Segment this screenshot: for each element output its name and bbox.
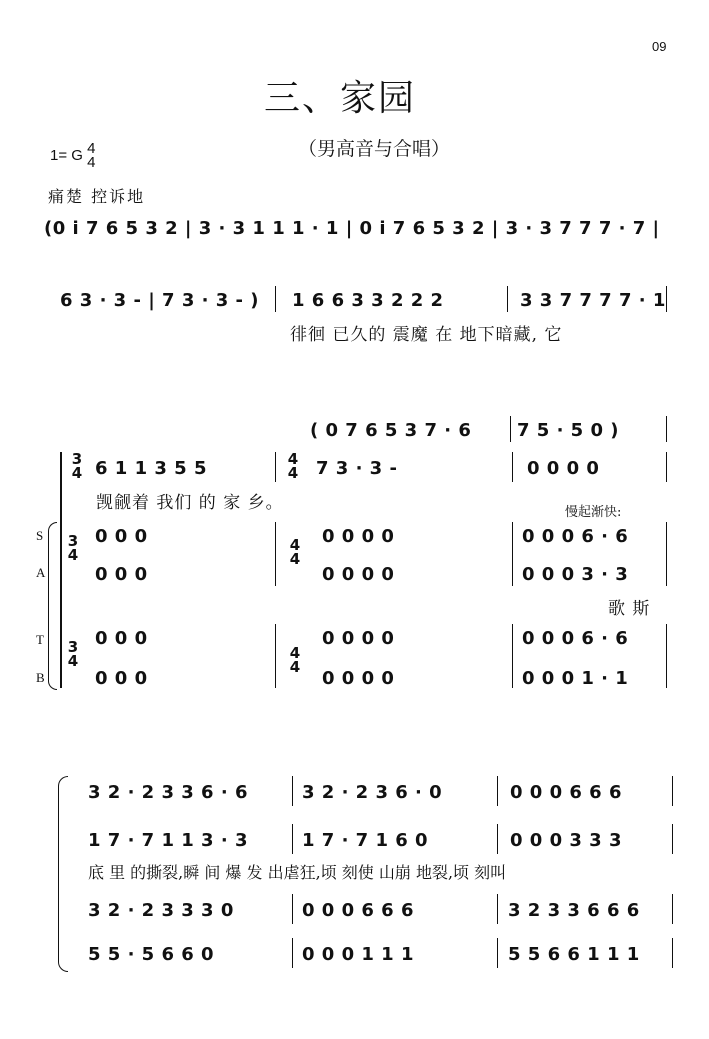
key-signature	[50, 142, 95, 170]
instrument-intro-b: 7 5 · 5 0 )	[517, 420, 619, 441]
time-signature-top: 4	[87, 140, 96, 157]
tenor-choir-m1: 0 0 0	[95, 628, 148, 649]
barline	[497, 938, 498, 968]
soprano-m3: 0 0 0 6 · 6	[522, 526, 629, 547]
time-signature-4-4: 4 4	[287, 450, 299, 482]
s4-bass-m2: 0 0 0 1 1 1	[302, 944, 414, 965]
melody-row-2b: 1 6 6 3 3 2 2 2	[292, 290, 444, 311]
barline	[292, 824, 293, 854]
barline	[666, 452, 667, 482]
s4-tenor-m1: 3 2 · 2 3 3 3 0	[88, 900, 234, 921]
part-label-bass: B	[36, 670, 45, 685]
melody-row-2c: 3 3 7 7 7 7 · 1	[520, 290, 666, 311]
time-signature-bottom: 4	[87, 154, 96, 171]
alto-m1: 0 0 0	[95, 564, 148, 585]
intro-row-2a: 6 3 · 3 - | 7 3 · 3 - )	[60, 290, 259, 311]
time-signature-3-4: 3 4	[67, 638, 79, 670]
s4-tenor-m2: 0 0 0 6 6 6	[302, 900, 414, 921]
barline	[512, 452, 513, 482]
barline	[275, 522, 276, 586]
barline	[666, 522, 667, 586]
barline	[497, 824, 498, 854]
barline	[497, 894, 498, 924]
barline	[292, 938, 293, 968]
tenor-choir-m3: 0 0 0 6 · 6	[522, 628, 629, 649]
tempo-change-mark: 慢起渐快:	[565, 505, 622, 520]
part-label-soprano: S	[36, 528, 44, 543]
page-title: 三、家园	[264, 78, 417, 119]
barline	[275, 624, 276, 688]
alto-lyrics: 歌 斯	[608, 599, 651, 619]
s4-alto-m1: 1 7 · 7 1 1 3 · 3	[88, 830, 248, 851]
part-label-tenor: T	[36, 632, 44, 647]
intro-row-1: (0 i 7 6 5 3 2 | 3 · 3 1 1 1 · 1 | 0 i 7 6 5 3 2 | 3 · 3 7 7 7 · 7 |	[44, 218, 660, 239]
barline	[666, 624, 667, 688]
barline	[510, 416, 511, 442]
s4-soprano-m3: 0 0 0 6 6 6	[510, 782, 622, 803]
barline	[275, 286, 276, 312]
choir-brace	[48, 522, 57, 690]
barline	[512, 624, 513, 688]
bass-m3: 0 0 0 1 · 1	[522, 668, 629, 689]
lyrics-row-2: 徘徊 已久的 震魔 在 地下暗藏, 它	[290, 325, 563, 345]
barline	[666, 286, 667, 312]
system4-brace	[58, 776, 68, 972]
time-signature-4-4: 4 4	[289, 644, 301, 676]
barline	[672, 776, 673, 806]
barline	[512, 522, 513, 586]
bass-m1: 0 0 0	[95, 668, 148, 689]
s4-alto-m2: 1 7 · 7 1 6 0	[302, 830, 429, 851]
key-label: 1= G	[50, 146, 83, 164]
s4-soprano-m2: 3 2 · 2 3 6 · 0	[302, 782, 443, 803]
s4-alto-m3: 0 0 0 3 3 3	[510, 830, 622, 851]
barline	[672, 824, 673, 854]
barline	[292, 894, 293, 924]
time-signature-3-4: 3 4	[67, 532, 79, 564]
system-bracket	[60, 452, 62, 688]
s4-bass-m1: 5 5 · 5 6 6 0	[88, 944, 215, 965]
time-signature	[87, 142, 95, 170]
barline	[666, 416, 667, 442]
page-number: 09	[652, 39, 667, 54]
tempo-marking: 痛楚 控诉地	[48, 187, 146, 206]
tenor-choir-m2: 0 0 0 0	[322, 628, 395, 649]
s4-bass-m3: 5 5 6 6 1 1 1	[508, 944, 640, 965]
time-signature-4-4: 4 4	[289, 536, 301, 568]
instrument-intro-a: ( 0 7 6 5 3 7 · 6	[310, 420, 472, 441]
barline	[507, 286, 508, 312]
soprano-m2: 0 0 0 0	[322, 526, 395, 547]
barline	[672, 894, 673, 924]
part-label-alto: A	[36, 565, 46, 580]
time-signature-3-4: 3 4	[71, 450, 83, 482]
s4-tenor-m3: 3 2 3 3 6 6 6	[508, 900, 640, 921]
soprano-m1: 0 0 0	[95, 526, 148, 547]
barline	[672, 938, 673, 968]
tenor-solo-m1: 6 1 1 3 5 5	[95, 458, 207, 479]
page-subtitle: （男高音与合唱）	[298, 138, 451, 160]
s4-soprano-m1: 3 2 · 2 3 3 6 · 6	[88, 782, 248, 803]
tenor-solo-lyrics: 觊觎着 我们 的 家 乡。	[96, 493, 284, 513]
alto-m3: 0 0 0 3 · 3	[522, 564, 629, 585]
barline	[292, 776, 293, 806]
tenor-solo-m2: 7 3 · 3 -	[316, 458, 398, 479]
bass-m2: 0 0 0 0	[322, 668, 395, 689]
barline	[497, 776, 498, 806]
s4-lyrics: 底 里 的撕裂,瞬 间 爆 发 出虐狂,顷 刻使 山崩 地裂,顷 刻叫	[88, 863, 507, 882]
tenor-solo-m3: 0 0 0 0	[527, 458, 600, 479]
barline	[275, 452, 276, 482]
alto-m2: 0 0 0 0	[322, 564, 395, 585]
